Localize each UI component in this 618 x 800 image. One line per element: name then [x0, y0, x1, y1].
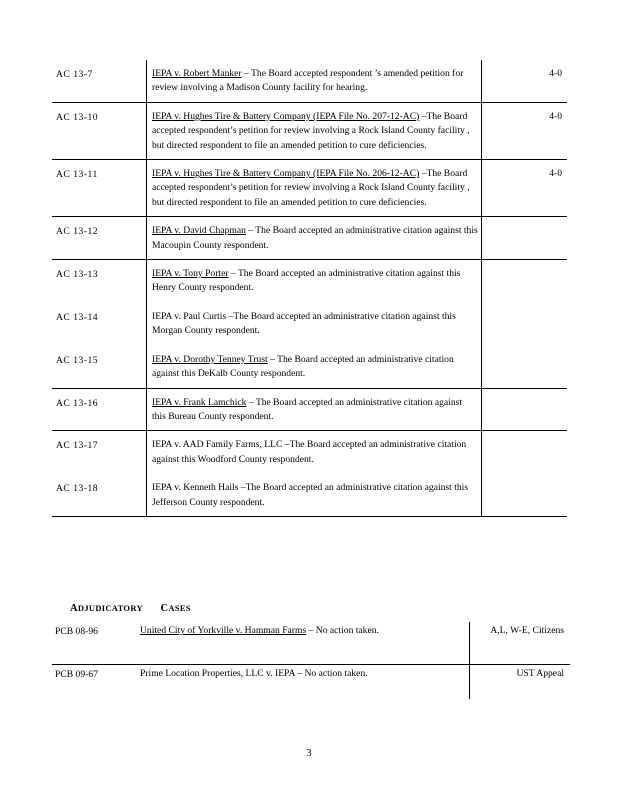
case-description-cell — [147, 60, 482, 102]
case-entry — [152, 267, 478, 296]
case-text: – The Board accepted an administrative citation against this Henry County respondent. — [152, 268, 461, 294]
case-description-cell — [135, 665, 470, 700]
case-description-cell — [147, 160, 482, 217]
case-number-cell — [52, 217, 147, 260]
vote-cell — [482, 388, 568, 431]
case-description-cell — [147, 102, 482, 159]
vote-cell: 4-0 — [482, 102, 568, 159]
case-text: – The Board accepted an administrative citation against this DeKalb County respondent. — [152, 353, 454, 380]
case-entry — [152, 167, 478, 210]
case-title: United City of Yorkville v. Hamman Farms — [140, 625, 307, 636]
case-title: IEPA v. Hughes Tire & Battery Company (IEPA File No. 206-12-AC) — [152, 168, 420, 180]
case-entry — [152, 110, 478, 153]
case-entry — [152, 224, 478, 253]
table-row — [52, 431, 567, 517]
case-text: IEPA v. AAD Family Farms, LLC –The Board accepted an administrative citation against this Woodford County respondent. — [152, 439, 467, 465]
vote-cell — [482, 217, 568, 260]
case-type-cell: A,L, W-E, Citizens — [470, 622, 571, 665]
case-number: AC 13-12 — [56, 226, 99, 238]
vote-cell: 4-0 — [482, 160, 568, 217]
case-description-cell — [147, 260, 482, 388]
case-number: AC 13-18 — [56, 483, 99, 495]
case-description-cell — [147, 388, 482, 431]
case-number: AC 13-15 — [56, 355, 99, 367]
enforcement-cases-table — [52, 60, 567, 517]
page-number: 3 — [306, 748, 312, 759]
case-number: AC 13-16 — [56, 397, 99, 409]
table-row — [52, 160, 567, 217]
case-entry — [152, 310, 478, 339]
case-number-cell — [52, 260, 147, 388]
case-number: AC 13-14 — [56, 312, 99, 324]
case-number-cell — [52, 102, 147, 159]
case-title: IEPA v. Hughes Tire & Battery Company (IEPA File No. 207-12-AC) — [152, 110, 420, 122]
vote-cell — [482, 431, 568, 517]
table-row — [52, 260, 567, 388]
table-row — [52, 60, 567, 102]
case-entry — [152, 67, 478, 96]
table-row — [52, 217, 567, 260]
case-number: AC 13-11 — [56, 169, 98, 181]
case-text: – The Board accepted an administrative citation against this Bureau County respondent. — [152, 396, 463, 422]
case-text: IEPA v. Paul Curtis –The Board accepted an administrative citation against this Morgan County respondent. — [152, 310, 456, 337]
section-heading-adjudicatory-cases: ADJUDICATORY CASES — [70, 603, 191, 614]
case-text: – No action taken. — [306, 625, 379, 636]
case-title: IEPA v. Robert Manker — [152, 68, 242, 79]
table-row — [52, 388, 567, 431]
table-row — [52, 102, 567, 159]
case-number: AC 13-10 — [56, 111, 99, 123]
case-number: AC 13-17 — [56, 440, 99, 452]
case-number: AC 13-13 — [56, 269, 99, 281]
case-title: IEPA v. David Chapman — [152, 225, 246, 237]
case-number-cell — [52, 160, 147, 217]
case-text: Prime Location Properties, LLC v. IEPA – No action taken. — [140, 668, 368, 679]
vote-cell: 4-0 — [482, 60, 568, 102]
case-entry — [152, 481, 478, 510]
case-number: PCB 08-96 — [52, 622, 135, 665]
adjudicatory-cases-table — [52, 622, 570, 699]
case-text: –The Board accepted respondent’s petition for review involving a Rock Island County facility , but directed respondent to file an amended petition to cure deficiencies. — [152, 110, 470, 151]
case-description-cell — [147, 431, 482, 517]
case-text: – The Board accepted an administrative citation against this Macoupin County respondent. — [152, 225, 478, 251]
table-row — [52, 665, 570, 700]
case-entry — [152, 353, 478, 382]
case-type-cell: UST Appeal — [470, 665, 571, 700]
vote-cell — [482, 260, 568, 388]
table-row — [52, 622, 570, 665]
case-title: IEPA v. Dorothy Tenney Trust — [152, 353, 268, 365]
case-number: PCB 09-67 — [55, 669, 98, 680]
case-title: IEPA v. Tony Porter — [152, 268, 229, 280]
case-description-cell — [147, 217, 482, 260]
case-title: IEPA v. Frank Lamchick — [152, 396, 247, 408]
case-text: –The Board accepted respondent’s petition for review involving a Rock Island County facility , but directed respondent to file an amended petition to cure deficiencies. — [152, 168, 470, 208]
case-text: – The Board accepted respondent ’s amended petition for review involving a Madison County facility for hearing. — [152, 68, 464, 94]
case-number-cell — [52, 388, 147, 431]
case-entry — [152, 438, 478, 467]
case-number: AC 13-7 — [56, 69, 93, 80]
case-number-cell — [52, 60, 147, 102]
case-text: IEPA v. Kenneth Hails –The Board accepted an administrative citation against this Jefferson County respondent. — [152, 482, 469, 508]
case-description-cell — [135, 622, 470, 665]
case-entry — [152, 396, 478, 425]
case-number-cell — [52, 431, 147, 517]
